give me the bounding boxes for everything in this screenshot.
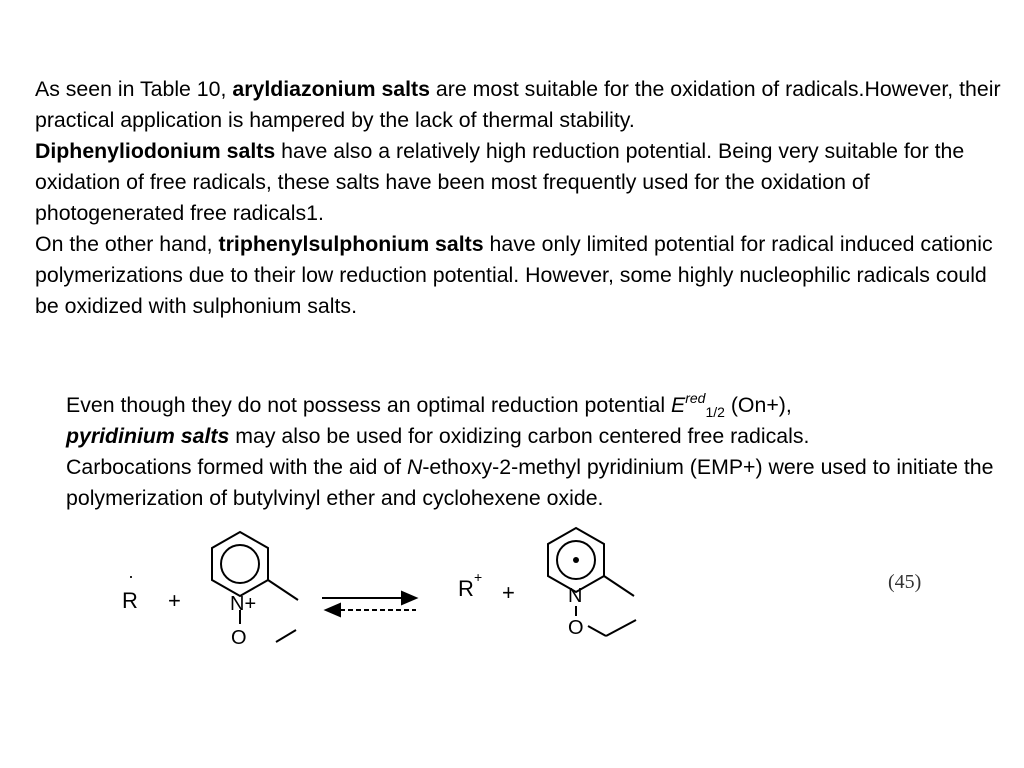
pyridinium-ring <box>212 532 298 642</box>
p4-half-subscript: 1/2 <box>705 404 725 420</box>
paragraph-triphenylsulphonium <box>35 229 1010 322</box>
p4-red-superscript: red <box>685 390 706 406</box>
p6-text-post: -ethoxy-2-methyl pyridinium (EMP+) were used to initiate the polymerization of butylvinyl ether and cyclohexene oxide. <box>66 455 994 510</box>
paragraph-reduction-potential <box>66 390 1006 421</box>
p1-text-pre: As seen in Table 10, <box>35 77 233 101</box>
p2-text-post: have also a relatively high reduction potential. Being very suitable for the oxidation of free radicals, these salts have been most frequently used for the oxidation of photogenerated free radicals1. <box>35 139 965 225</box>
pyridinium-oxygen: O <box>231 627 247 649</box>
reaction-scheme <box>100 524 940 654</box>
plus-sign-2: + <box>502 580 515 605</box>
pyridinium-text-block <box>66 390 1006 514</box>
p6-n-italic: N <box>406 455 423 479</box>
radical-dot: · <box>128 566 134 586</box>
p1-bold-term: aryldiazonium salts <box>232 77 430 101</box>
reaction-scheme-svg <box>100 524 940 654</box>
paragraph-carbocations <box>66 452 1006 514</box>
p3-text-pre: On the other hand, <box>35 232 219 256</box>
product-r-plus: + <box>474 569 483 585</box>
plus-sign-1: + <box>168 588 181 613</box>
pyridinium-n-plus: N+ <box>230 593 257 615</box>
reactant-radical-r: R <box>122 588 138 613</box>
p5-bold-italic-term: pyridinium salts <box>66 424 230 448</box>
equilibrium-arrows <box>322 592 416 616</box>
equation-number: (45) <box>888 571 922 593</box>
p2-bold-term: Diphenyliodonium salts <box>35 139 276 163</box>
p1-text-post: are most suitable for the oxidation of radicals.However, their practical application is hampered by the lack of thermal stability. <box>35 77 1001 132</box>
p4-text-pre: Even though they do not possess an optimal reduction potential <box>66 393 671 417</box>
pyridinyl-radical-dot <box>573 557 579 563</box>
paragraph-pyridinium <box>66 421 1006 452</box>
pyridinyl-radical-ring <box>548 528 636 636</box>
pyridinyl-oxygen: O <box>568 617 584 639</box>
p4-text-post: (On+), <box>724 393 792 417</box>
p4-e-symbol: E <box>671 393 686 417</box>
p5-text-post: may also be used for oxidizing carbon centered free radicals. <box>229 424 810 448</box>
product-r: R <box>458 576 474 601</box>
paragraph-aryldiazonium <box>35 74 1010 136</box>
body-text-block <box>35 74 1010 322</box>
p3-bold-term: triphenylsulphonium salts <box>218 232 484 256</box>
paragraph-diphenyliodonium <box>35 136 1010 229</box>
pyridinyl-n: N <box>568 585 583 607</box>
p6-text-pre: Carbocations formed with the aid of <box>66 455 407 479</box>
p3-text-post: have only limited potential for radical induced cationic polymerizations due to their low reduction potential. However, some highly nucleophilic radicals could be oxidized with sulphonium salts. <box>35 232 993 318</box>
